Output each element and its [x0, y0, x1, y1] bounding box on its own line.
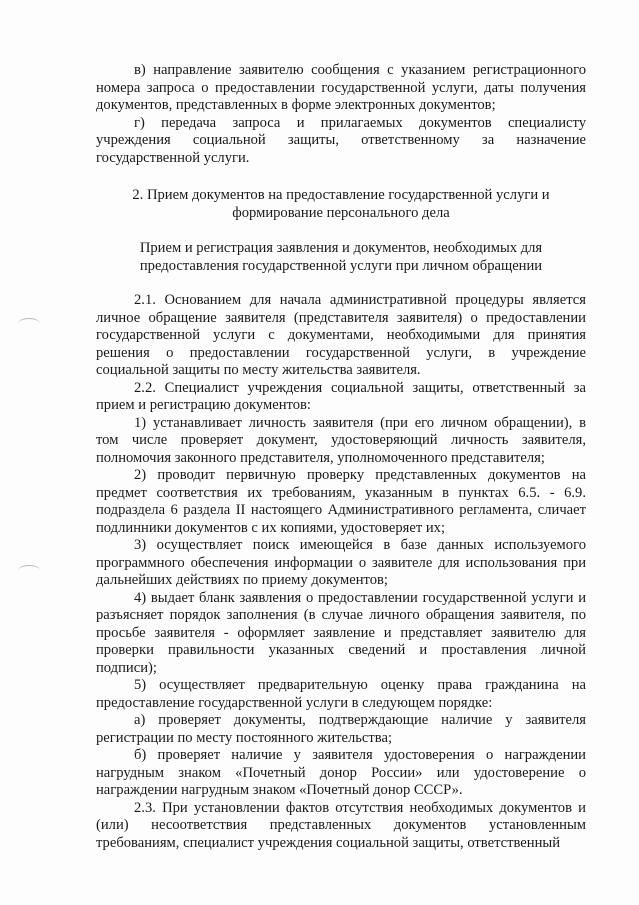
punch-hole-mark: [18, 565, 40, 576]
paragraph-g: г) передача запроса и прилагаемых документов специалисту учреждения социальной защиты, ответственному за назначение государственной услуги.: [96, 114, 586, 166]
paragraph-v: в) направление заявителю сообщения с указанием регистрационного номера запроса о предоставлении государственной услуги, даты получения документов, представленных в форме электронных документов;: [96, 62, 586, 113]
section-title: 2. Прием документов на предоставление государственной услуги и формирование персонального дела: [132, 187, 550, 221]
paragraph-2-2: 2.2. Специалист учреждения социальной защиты, ответственный за прием и регистрацию документов:: [96, 379, 586, 413]
list-item-5b: б) проверяет наличие у заявителя удостоверения о награждении нагрудным знаком «Почетный донор России» или удостоверение о награждении нагрудным знаком «Почетный донор СССР».: [96, 747, 586, 798]
list-item-5: 5) осуществляет предварительную оценку права гражданина на предоставление государственной услуги в следующем порядке:: [96, 677, 586, 711]
list-item-5a: а) проверяет документы, подтверждающие наличие у заявителя регистрации по месту постоянного жительства;: [96, 712, 586, 746]
list-item-4: 4) выдает бланк заявления о предоставлении государственной услуги и разъясняет порядок заполнения (в случае личного обращения заявителя, по просьбе заявителя - оформляет заявление и представляет заявителю для проверки правильности указанных сведений и проставления личной подписи);: [96, 589, 586, 676]
paragraph-2-1: 2.1. Основанием для начала административной процедуры является личное обращение заявителя (представителя заявителя) о предоставлении государственной услуги с документами, необходимыми для принятия решения о предоставлении государственной услуги, в учреждение социальной защиты по месту жительства заявителя.: [96, 292, 586, 378]
subsection-title: Прием и регистрация заявления и документов, необходимых для предоставления государственной услуги при личном обращении: [139, 240, 543, 274]
list-item-2: 2) проводит первичную проверку представленных документов на предмет соответствия их требованиям, указанным в пунктах 6.5. - 6.9. подраздела 6 раздела II настоящего Административного регламента, сличает подлинники документов с их копиями, удостоверяет их;: [96, 467, 586, 536]
document-body: [96, 62, 586, 852]
paragraph-2-3: 2.3. При установлении фактов отсутствия необходимых документов и (или) несоответствия представленных документов установленным требованиям, специалист учреждения социальной защиты, ответственный: [96, 799, 586, 851]
list-item-3: 3) осуществляет поиск имеющейся в базе данных используемого программного обеспечения информации о заявителе для использования при дальнейших действиях по приему документов;: [96, 537, 586, 588]
punch-hole-mark: [18, 318, 40, 329]
list-item-1: 1) устанавливает личность заявителя (при его личном обращении), в том числе проверяет документ, удостоверяющий личность заявителя, полномочия законного представителя, уполномоченного представителя;: [96, 414, 586, 466]
